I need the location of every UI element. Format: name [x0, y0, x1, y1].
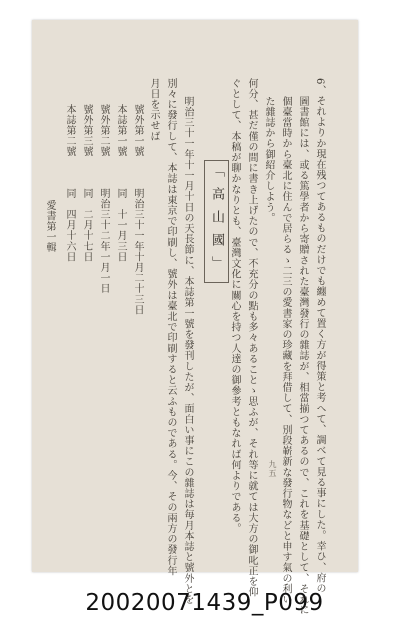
issue-name: 本誌第一號 — [115, 104, 126, 157]
issue-date: 明治三十一年十月二十三日 — [132, 188, 143, 316]
text-column: ぐとして、本稿が聊かなりとも、臺灣文化に關心を持つ人達の御參考ともなれば何よりである。 — [229, 78, 240, 534]
running-title: 愛書第一輯 — [44, 200, 55, 253]
issue-date: 明治三十二年一月一日 — [98, 188, 109, 294]
text-column: 何分、甚だ僅の間に書き上げたので、不充分の點も多々あることゝ思ふが、それ等に就ては大方の御叱正を仰 — [246, 78, 257, 598]
issue-name: 號外第三號 — [81, 104, 92, 157]
issue-date: 同 十一月三日 — [115, 188, 126, 263]
issue-name: 號外第二號 — [98, 104, 109, 157]
issue-date: 同 四月十六日 — [64, 188, 75, 263]
text-column: た雜誌から御紹介しよう。 — [263, 96, 274, 224]
text-column: 明治三十一年十一月十日の天長節に、本誌第一號を發刊したが、面白い事にこの雜誌は毎月本誌と號外とを — [182, 96, 193, 605]
image-caption: 20020071439_P099 — [85, 590, 324, 616]
text-column: 圖書館には、或る篤學者から寄贈された臺灣發行の雜誌が、相當揃つてあるので、これを基礎として、それに — [297, 96, 308, 616]
text-column: 6、それよりか現在残つてあるものだけでも纏めて置く方が得策と考へて、調べて見る事にした。幸ひ、府の — [314, 78, 325, 594]
text-column: 別々に發行して、本誌は東京で印刷し、號外は臺北で印刷すると云ふものである。今、その兩方の發行年 — [165, 78, 176, 577]
issue-name: 號外第一號 — [132, 104, 143, 157]
issue-date: 同 二月十七日 — [81, 188, 92, 263]
issue-name: 本誌第二號 — [64, 104, 75, 157]
text-column: 月日を示せば — [148, 78, 159, 142]
section-title: 「高山國」 — [204, 160, 229, 283]
text-column: 個臺當時から臺北に住んで居らるゝ二三の愛書家の珍藏を拜借して、別段嶄新な發行物などと申す氣の利い — [280, 96, 291, 605]
page-number: 九五 — [268, 460, 277, 478]
